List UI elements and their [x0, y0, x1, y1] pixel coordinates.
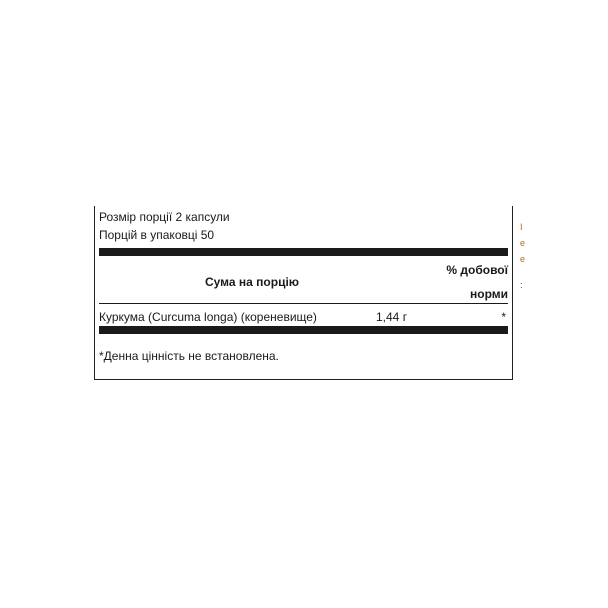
- serving-size: Розмір порції 2 капсули: [99, 210, 230, 224]
- edge-fragment: I: [520, 222, 523, 232]
- thick-divider-top: [99, 248, 508, 256]
- edge-fragment: e: [520, 238, 526, 248]
- supplement-facts-panel: [94, 206, 513, 380]
- servings-per-container: Порцій в упаковці 50: [99, 228, 215, 242]
- header-daily-value-line2: норми: [469, 287, 508, 301]
- edge-fragment: :: [520, 280, 523, 290]
- ingredient-amount: 1,44 г: [376, 310, 408, 324]
- footnote: *Денна цінність не встановлена.: [99, 349, 279, 363]
- edge-fragment: e: [520, 254, 526, 264]
- header-daily-value-line1: % добової: [446, 263, 508, 277]
- thick-divider-bottom: [99, 326, 508, 334]
- ingredient-daily-value: *: [501, 310, 506, 324]
- header-amount-per-serving: Сума на порцію: [205, 275, 300, 289]
- thin-divider: [99, 303, 508, 304]
- ingredient-name: Куркума (Curcuma longa) (кореневище): [99, 310, 317, 324]
